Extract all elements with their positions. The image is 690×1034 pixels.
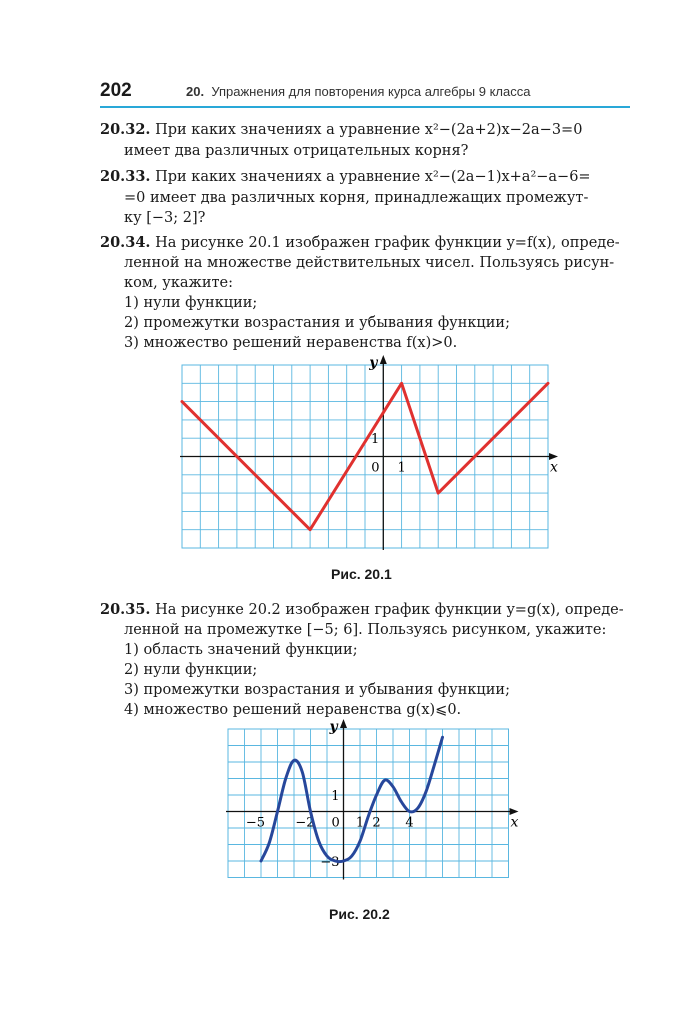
- exercise-20-33-cont2: ку [−3; 2]?: [124, 210, 206, 226]
- x-tick-label: 1: [397, 460, 406, 476]
- y-axis-arrow: [340, 719, 347, 728]
- section-number: 20.: [186, 84, 205, 99]
- list-item: 1) область значений функции;: [124, 642, 358, 658]
- x-axis-label: x: [510, 814, 519, 831]
- page-number: 202: [100, 80, 132, 101]
- exercise-20-33: [100, 167, 632, 188]
- origin-label: 0: [371, 460, 380, 476]
- list-item: 2) нули функции;: [124, 662, 258, 678]
- exercise-20-35-cont1: ленной на промежутке [−5; 6]. Пользуясь рисунком, укажите:: [124, 622, 607, 638]
- exercise-text: На рисунке 20.1 изображен график функции y=f(x), опреде-: [155, 235, 620, 251]
- figure-caption-20-2: Рис. 20.2: [329, 906, 390, 922]
- exercise-text: При каких значениях a уравнение x²−(2a−1)x+a²−a−6=: [155, 169, 591, 185]
- section-title: Упражнения для повторения курса алгебры 9 класса: [211, 84, 531, 99]
- exercise-20-32: [100, 120, 632, 141]
- x-tick-label: 4: [405, 815, 414, 831]
- figure-20-1: [175, 355, 558, 560]
- exercise-number: 20.33.: [100, 168, 151, 185]
- list-item: 4) множество решений неравенства g(x)⩽0.: [124, 702, 462, 718]
- exercise-20-34-cont2: ком, укажите:: [124, 275, 234, 291]
- x-tick-label: 2: [372, 815, 381, 831]
- list-item: 2) промежутки возрастания и убывания функции;: [124, 315, 510, 331]
- x-tick-label: 1: [355, 815, 365, 831]
- origin-label: 0: [331, 815, 340, 831]
- y-axis-label: y: [369, 355, 378, 371]
- exercise-20-34: [100, 233, 632, 254]
- figure-20-2: [222, 719, 519, 902]
- x-tick-label: −2: [295, 815, 315, 831]
- y-axis-label: y: [329, 719, 338, 735]
- y-tick-label: 1: [371, 432, 380, 448]
- exercise-line: [100, 600, 632, 621]
- exercise-text: На рисунке 20.2 изображен график функции y=g(x), опреде-: [155, 602, 624, 618]
- exercise-number: 20.32.: [100, 121, 151, 138]
- exercise-20-33-cont1: =0 имеет два различных корня, принадлежащих промежут-: [124, 190, 589, 206]
- exercise-20-34-cont1: ленной на множестве действительных чисел. Пользуясь рисун-: [124, 255, 615, 271]
- list-item: 3) множество решений неравенства f(x)>0.: [124, 335, 458, 351]
- x-tick-label: −5: [245, 815, 265, 831]
- exercise-line: [100, 233, 632, 254]
- y-axis-arrow: [380, 355, 387, 364]
- exercise-20-35: [100, 600, 632, 621]
- exercise-20-32-cont: имеет два различных отрицательных корня?: [124, 143, 469, 159]
- exercise-number: 20.34.: [100, 234, 151, 251]
- page-header: [100, 78, 630, 108]
- x-axis-label: x: [550, 459, 558, 476]
- y-tick-label: 1: [331, 789, 340, 804]
- figure-caption-20-1: Рис. 20.1: [331, 566, 392, 582]
- header-rule: [100, 106, 630, 108]
- y-tick-label: −3: [320, 855, 340, 870]
- grid-frame: [228, 729, 509, 878]
- list-item: 1) нули функции;: [124, 295, 258, 311]
- exercise-line: [100, 120, 632, 141]
- list-item: 3) промежутки возрастания и убывания функции;: [124, 682, 510, 698]
- exercise-line: [100, 167, 632, 188]
- exercise-text: При каких значениях a уравнение x²−(2a+2)x−2a−3=0: [155, 122, 583, 138]
- running-head: [186, 84, 530, 99]
- exercise-number: 20.35.: [100, 601, 151, 618]
